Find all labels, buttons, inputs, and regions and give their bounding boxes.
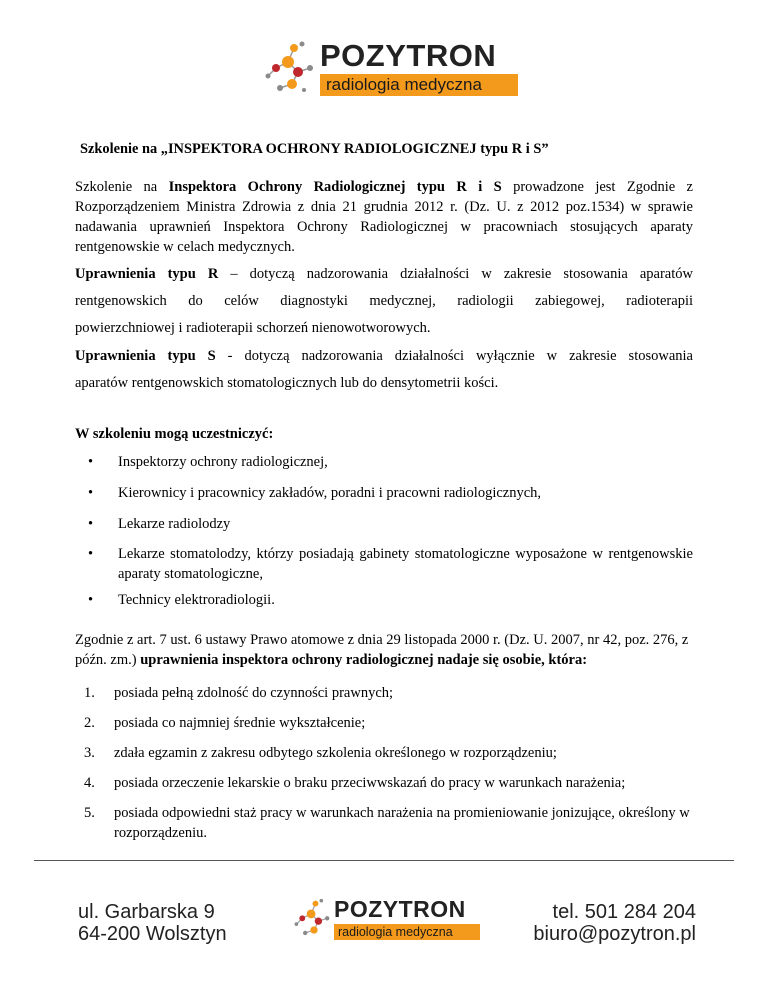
requirement-item: 3. zdała egzamin z zakresu odbytego szkolenia określonego w rozporządzeniu; — [84, 745, 557, 761]
list-item: • Inspektorzy ochrony radiologicznej, — [88, 454, 328, 470]
requirement-item: 5. posiada odpowiedni staż pracy w warunkach narażenia na promieniowanie jonizujące, określony w rozporządzeniu. — [84, 805, 690, 841]
list-item: • Lekarze radiolodzy — [88, 516, 231, 532]
requirement-item: 2. posiada co najmniej średnie wykształcenie; — [84, 715, 366, 731]
type-r-paragraph: Uprawnienia typu R – dotyczą nadzorowania działalności w zakresie stosowania aparatów rentgenowskich do celów diagnostyki medycznej, radiologii zabiegowej, radioterapii powierzchniowej i radioterapii schorzeń nienowotworowych. — [75, 266, 693, 336]
list-item: • Lekarze stomatolodzy, którzy posiadają gabinety stomatologiczne wyposażone w rentgenowskie aparaty stomatologiczne, — [88, 546, 693, 582]
footer-divider — [34, 860, 734, 861]
requirement-item: 1. posiada pełną zdolność do czynności prawnych; — [84, 685, 394, 701]
list-item: • Technicy elektroradiologii. — [88, 592, 275, 608]
requirement-item: 4. posiada orzeczenie lekarskie o braku przeciwwskazań do pracy w warunkach narażenia; — [84, 775, 626, 791]
pozytron-logo — [262, 38, 522, 100]
footer-phone: tel. 501 284 204 — [552, 901, 696, 923]
logo-tagline: radiologia medyczna — [338, 925, 453, 939]
footer-contact — [533, 901, 696, 945]
molecule-icon — [262, 38, 322, 100]
molecule-icon — [292, 894, 336, 944]
participants-heading: W szkoleniu mogą uczestniczyć: — [75, 426, 274, 442]
pozytron-logo-footer — [292, 894, 482, 944]
footer-address: ul. Garbarska 9 64-200 Wolsztyn — [78, 901, 227, 945]
logo-tagline: radiologia medyczna — [326, 75, 482, 94]
list-item: • Kierownicy i pracownicy zakładów, poradni i pracowni radiologicznych, — [88, 485, 542, 501]
type-s-paragraph: Uprawnienia typu S - dotyczą nadzorowania działalności wyłącznie w zakresie stosowania aparatów rentgenowskich stomatologicznych lub do densytometrii kości. — [75, 348, 693, 391]
logo-wordmark: POZYTRON — [320, 38, 497, 73]
document-title: Szkolenie na „INSPEKTORA OCHRONY RADIOLOGICZNEJ typu R i S” — [80, 141, 549, 157]
law-paragraph: Zgodnie z art. 7 ust. 6 ustawy Prawo atomowe z dnia 29 listopada 2000 r. (Dz. U. 2007, nr 42, poz. 276, z późn. zm.) uprawnienia inspektora ochrony radiologicznej nadaje się osobie, która: — [75, 632, 689, 668]
footer-email: biuro@pozytron.pl — [533, 923, 696, 945]
logo-wordmark: POZYTRON — [334, 896, 466, 922]
intro-paragraph: Szkolenie na Inspektora Ochrony Radiologicznej typu R i S prowadzone jest Zgodnie z Rozporządzeniem Ministra Zdrowia z dnia 21 grudnia 2012 r. (Dz. U. z 2012 poz.1534) w sprawie nadawania uprawnień Inspektora Ochrony Radiologicznej w pracowniach stosujących aparaty rentgenowskie w celach medycznych. — [75, 179, 693, 255]
